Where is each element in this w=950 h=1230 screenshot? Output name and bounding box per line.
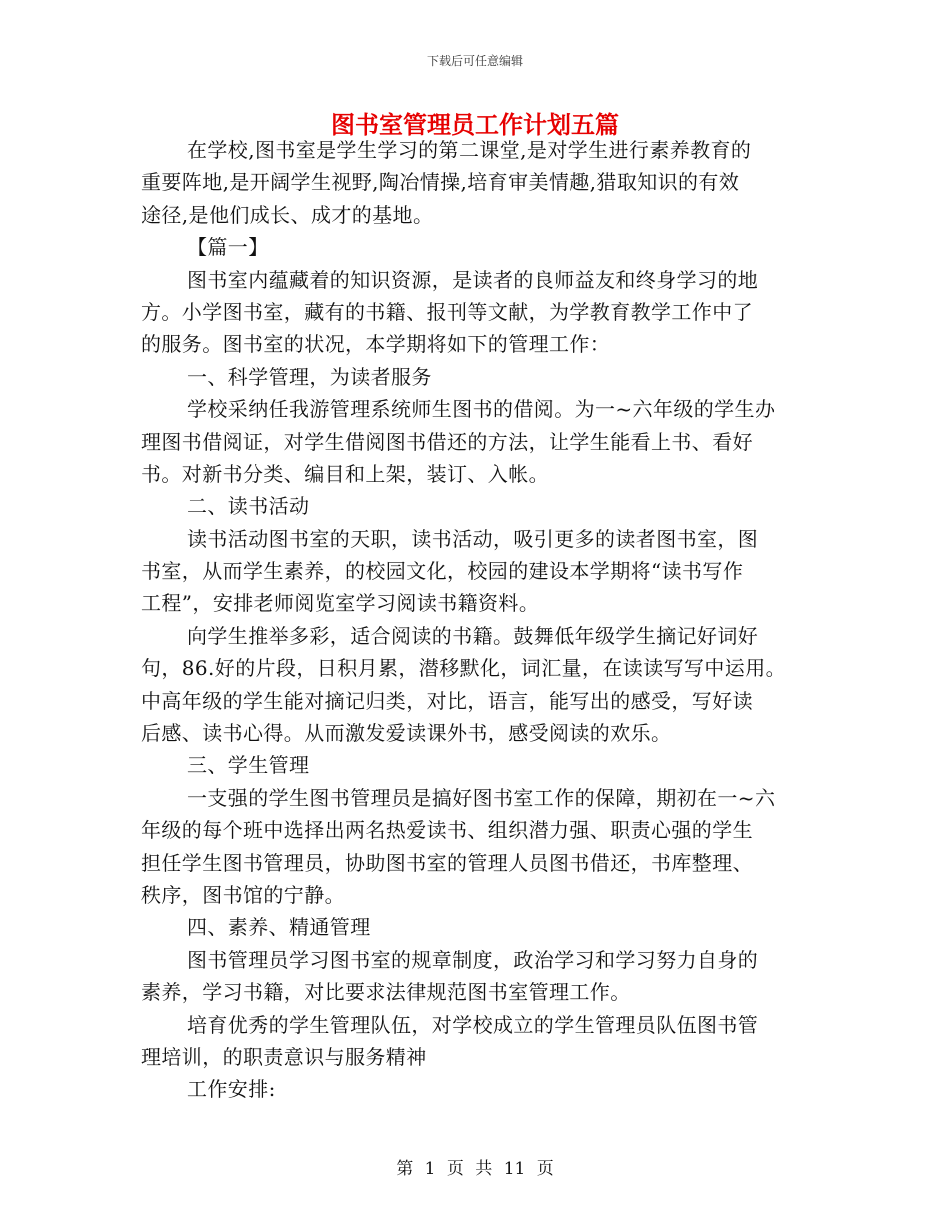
- text-line: 在学校,图书室是学生学习的第二课堂,是对学生进行素养教育的: [187, 138, 752, 162]
- text-line: 一、科学管理，为读者服务: [187, 364, 432, 389]
- text-line: 图书室内蕴藏着的知识资源，是读者的良师益友和终身学习的地: [187, 267, 759, 292]
- text-line: 培育优秀的学生管理队伍，对学校成立的学生管理员队伍图书管: [187, 1012, 759, 1037]
- text-line: 工程”，安排老师阅览室学习阅读书籍资料。: [141, 591, 540, 616]
- text-line: 一支强的学生图书管理员是搞好图书室工作的保障，期初在一~六: [187, 785, 776, 810]
- text-line: 的服务。图书室的状况，本学期将如下的管理工作：: [141, 332, 611, 357]
- text-line: 中高年级的学生能对摘记归类，对比，语言，能写出的感受，写好读: [141, 688, 753, 713]
- text-line: 重要阵地,是开阔学生视野,陶冶情操,培育审美情趣,猎取知识的有效: [141, 170, 740, 195]
- text-line: 书。对新书分类、编目和上架，装订、入帐。: [141, 461, 549, 486]
- text-line: 后感、读书心得。从而激发爱读课外书，感受阅读的欢乐。: [141, 721, 672, 746]
- text-line: 素养，学习书籍，对比要求法律规范图书室管理工作。: [141, 980, 631, 1005]
- document-title: 图书室管理员工作计划五篇: [331, 110, 619, 139]
- text-line: 担任学生图书管理员，协助图书室的管理人员图书借还，书库整理、: [141, 850, 753, 875]
- text-line: 理图书借阅证，对学生借阅图书借还的方法，让学生能看上书、看好: [141, 429, 753, 454]
- text-line: 途径,是他们成长、成才的基地。: [141, 202, 434, 227]
- text-line: 理培训，的职责意识与服务精神: [141, 1044, 427, 1069]
- text-line: 秩序，图书馆的宁静。: [141, 882, 345, 907]
- text-line: 二、读书活动: [187, 494, 310, 519]
- text-line: 读书活动图书室的天职，读书活动，吸引更多的读者图书室，图: [187, 526, 759, 551]
- text-line: 方。小学图书室，藏有的书籍、报刊等文献，为学教育教学工作中了: [141, 299, 753, 324]
- text-line: 向学生推举多彩，适合阅读的书籍。鼓舞低年级学生摘记好词好: [187, 623, 759, 648]
- text-line: 三、学生管理: [187, 753, 310, 778]
- header-note: 下载后可任意编辑: [426, 54, 523, 68]
- text-line: 四、素养、精通管理: [187, 915, 371, 940]
- text-line: 学校采纳任我游管理系统师生图书的借阅。为一~六年级的学生办: [187, 397, 776, 422]
- text-line: 图书管理员学习图书室的规章制度，政治学习和学习努力自身的: [187, 947, 759, 972]
- text-line: 句，86.好的片段，日积月累，潜移默化，词汇量，在读读写写中运用。: [141, 656, 787, 681]
- document-body: [141, 134, 821, 1106]
- text-line: 书室，从而学生素养，的校园文化，校园的建设本学期将“读书写作: [141, 559, 744, 584]
- text-line: 工作安排:: [187, 1077, 276, 1102]
- text-line: 年级的每个班中选择出两名热爱读书、组织潜力强、职责心强的学生: [141, 818, 753, 843]
- text-line: 【篇一】: [187, 235, 269, 260]
- page-footer: 第 1 页 共 11 页: [396, 1159, 554, 1179]
